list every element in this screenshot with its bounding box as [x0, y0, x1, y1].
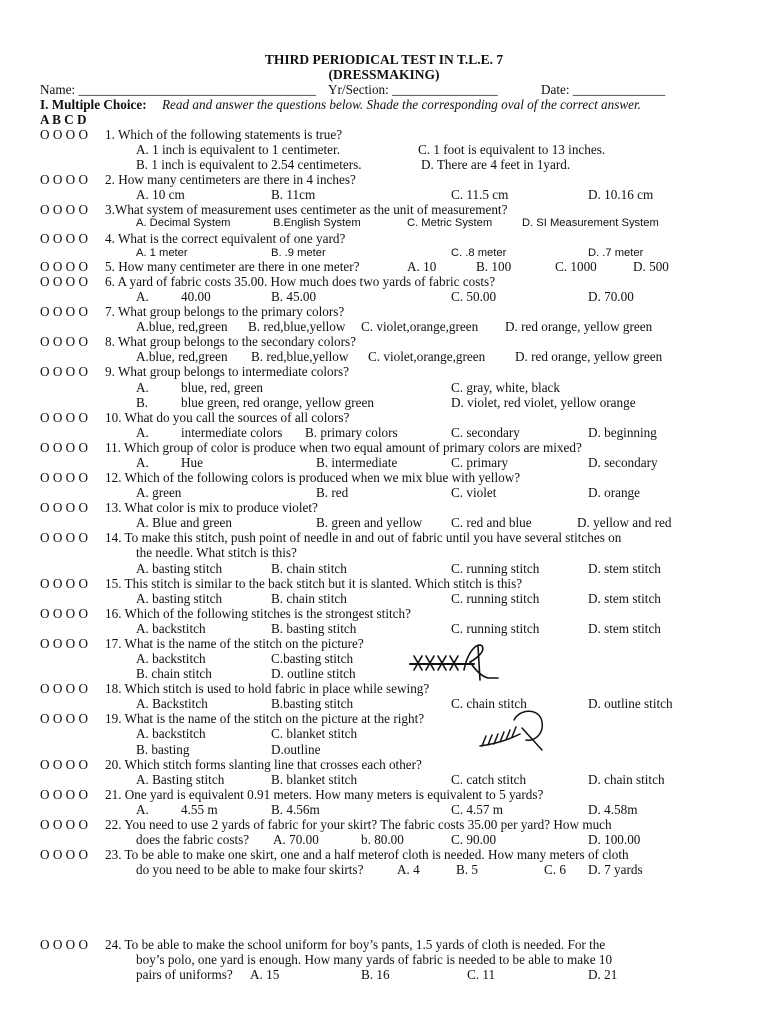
- answer-bubbles[interactable]: O O O O: [40, 847, 88, 862]
- question-text: 8. What group belongs to the secondary colors?: [105, 334, 356, 349]
- answer-key-letters: A B C D: [40, 112, 87, 127]
- choice-a: A.: [136, 425, 149, 440]
- choice-a: A. Decimal System: [136, 217, 231, 229]
- answer-bubbles[interactable]: O O O O: [40, 817, 88, 832]
- answer-bubbles[interactable]: O O O O: [40, 470, 88, 485]
- choice-d: D. beginning: [588, 425, 657, 440]
- instructions-text: Read and answer the questions below. Shade the corresponding oval of the correct answer.: [162, 97, 641, 112]
- choice-b: B. chain stitch: [271, 561, 347, 576]
- choice-b: B. 100: [476, 259, 512, 274]
- choice-c: C. 11.5 cm: [451, 187, 509, 202]
- choice-d: D. 100.00: [588, 832, 641, 847]
- choice-a: A. Basting stitch: [136, 772, 225, 787]
- question-text: 11. Which group of color is produce when two equal amount of primary colors are mixed?: [105, 440, 582, 455]
- choice-c: C. Metric System: [407, 217, 493, 229]
- question-text: 12. Which of the following colors is produced when we mix blue with yellow?: [105, 470, 521, 485]
- choice-b: B. 11cm: [271, 187, 316, 202]
- choice-a: A.: [136, 455, 149, 470]
- choice-c: C. .8 meter: [451, 247, 507, 259]
- answer-bubbles[interactable]: O O O O: [40, 440, 88, 455]
- choice-d: D. orange: [588, 485, 640, 500]
- question-text: 3.What system of measurement uses centimeter as the unit of measurement?: [105, 202, 508, 217]
- choice-c: C. running stitch: [451, 561, 540, 576]
- choice-b: B. basting: [136, 742, 190, 757]
- answer-bubbles[interactable]: O O O O: [40, 500, 88, 515]
- choice-a: A.: [136, 289, 149, 304]
- answer-bubbles[interactable]: O O O O: [40, 530, 88, 545]
- choice-b: B. intermediate: [316, 455, 398, 470]
- answer-bubbles[interactable]: O O O O: [40, 304, 88, 319]
- question-text: 9. What group belongs to intermediate colors?: [105, 364, 350, 379]
- choice-d: D. stem stitch: [588, 591, 661, 606]
- date-field[interactable]: Date: ______________: [541, 82, 666, 97]
- choice-a-text: 40.00: [181, 289, 211, 304]
- answer-bubbles[interactable]: O O O O: [40, 711, 88, 726]
- choice-b: B. 5: [456, 862, 478, 877]
- question-text: 10. What do you call the sources of all colors?: [105, 410, 350, 425]
- answer-bubbles[interactable]: O O O O: [40, 636, 88, 651]
- question-text-line2: does the fabric costs?: [136, 832, 250, 847]
- answer-bubbles[interactable]: O O O O: [40, 364, 88, 379]
- choice-b: B. blanket stitch: [271, 772, 358, 787]
- choice-d: D. .7 meter: [588, 247, 644, 259]
- name-field[interactable]: Name: ____________________________________: [40, 82, 316, 97]
- choice-b: B.English System: [273, 217, 361, 229]
- choice-d: D. 70.00: [588, 289, 634, 304]
- choice-d: D. 21: [588, 967, 618, 982]
- choice-c: C. 1 foot is equivalent to 13 inches.: [418, 142, 606, 157]
- choice-a: A. 10: [407, 259, 437, 274]
- choice-a: A. 1 meter: [136, 247, 188, 259]
- choice-c: C. 6: [544, 862, 566, 877]
- choice-a: A. 4: [397, 862, 420, 877]
- choice-c: C. running stitch: [451, 621, 540, 636]
- question-text: 6. A yard of fabric costs 35.00. How much does two yards of fabric costs?: [105, 274, 496, 289]
- choice-b: B. 16: [361, 967, 390, 982]
- choice-c: C. blanket stitch: [271, 726, 358, 741]
- choice-c: C. primary: [451, 455, 509, 470]
- answer-bubbles[interactable]: O O O O: [40, 274, 88, 289]
- question-text: 7. What group belongs to the primary colors?: [105, 304, 345, 319]
- answer-bubbles[interactable]: O O O O: [40, 606, 88, 621]
- choice-d: D. outline stitch: [271, 666, 356, 681]
- choice-a: A. 10 cm: [136, 187, 185, 202]
- question-text: 22. You need to use 2 yards of fabric for your skirt? The fabric costs 35.00 per yard? How much: [105, 817, 612, 832]
- choice-a: A. Blue and green: [136, 515, 232, 530]
- choice-c: C. running stitch: [451, 591, 540, 606]
- choice-d: D. 10.16 cm: [588, 187, 654, 202]
- choice-b: B. chain stitch: [271, 591, 347, 606]
- question-text: 14. To make this stitch, push point of needle in and out of fabric until you have several stitches on: [105, 530, 622, 545]
- choice-b: b. 80.00: [361, 832, 404, 847]
- choice-b: B.: [136, 395, 149, 410]
- answer-bubbles[interactable]: O O O O: [40, 681, 88, 696]
- choice-a: A.: [136, 802, 149, 817]
- stitch-picture-chain: [408, 640, 500, 682]
- choice-c: C. violet,orange,green: [368, 349, 486, 364]
- question-text: 19. What is the name of the stitch on the picture at the right?: [105, 711, 425, 726]
- question-text: 24. To be able to make the school uniform for boy’s pants, 1.5 yards of cloth is needed. For the: [105, 937, 606, 952]
- answer-bubbles[interactable]: O O O O: [40, 937, 88, 952]
- choice-a: A. basting stitch: [136, 561, 223, 576]
- choice-d: D. red orange, yellow green: [505, 319, 653, 334]
- choice-a: A. Backstitch: [136, 696, 208, 711]
- choice-d: D. outline stitch: [588, 696, 673, 711]
- choice-c: C. chain stitch: [451, 696, 527, 711]
- choice-a: A.blue, red,green: [136, 319, 228, 334]
- choice-d: D. There are 4 feet in 1yard.: [421, 157, 571, 172]
- question-text: 2. How many centimeters are there in 4 inches?: [105, 172, 356, 187]
- question-text: 5. How many centimeter are there in one meter?: [105, 259, 360, 274]
- choice-d: D. red orange, yellow green: [515, 349, 663, 364]
- question-text: 18. Which stitch is used to hold fabric in place while sewing?: [105, 681, 430, 696]
- choice-d: D. yellow and red: [577, 515, 672, 530]
- answer-bubbles[interactable]: O O O O: [40, 259, 88, 274]
- choice-b: B. primary colors: [305, 425, 398, 440]
- choice-a: A. 1 inch is equivalent to 1 centimeter.: [136, 142, 340, 157]
- choice-a-text: intermediate colors: [181, 425, 283, 440]
- question-text-line3: pairs of uniforms?: [136, 967, 233, 982]
- choice-c: C. catch stitch: [451, 772, 527, 787]
- question-text-line2: boy’s polo, one yard is enough. How many yards of fabric is needed to be able to make 10: [136, 952, 613, 967]
- choice-a: A.: [136, 380, 149, 395]
- choice-b: B. red: [316, 485, 349, 500]
- choice-d: D. 500: [633, 259, 669, 274]
- answer-bubbles[interactable]: O O O O: [40, 127, 88, 142]
- question-text: 13. What color is mix to produce violet?: [105, 500, 318, 515]
- choice-b: B. basting stitch: [271, 621, 357, 636]
- page-subtitle: (DRESSMAKING): [328, 67, 440, 82]
- question-text: 4. What is the correct equivalent of one yard?: [105, 231, 346, 246]
- choice-a: A. backstitch: [136, 651, 206, 666]
- answer-bubbles[interactable]: O O O O: [40, 576, 88, 591]
- choice-a: A. backstitch: [136, 726, 206, 741]
- stitch-picture-blanket: [478, 706, 550, 754]
- question-text-line2: do you need to be able to make four skirts?: [136, 862, 364, 877]
- choice-c: C.basting stitch: [271, 651, 354, 666]
- answer-bubbles[interactable]: O O O O: [40, 757, 88, 772]
- choice-c: C. violet: [451, 485, 497, 500]
- choice-b: B.basting stitch: [271, 696, 354, 711]
- choice-c: C. red and blue: [451, 515, 532, 530]
- choice-b: B. red,blue,yellow: [251, 349, 349, 364]
- choice-d: D. 4.58m: [588, 802, 638, 817]
- question-text: 16. Which of the following stitches is the strongest stitch?: [105, 606, 411, 621]
- choice-a-text: blue, red, green: [181, 380, 264, 395]
- choice-c: C. violet,orange,green: [361, 319, 479, 334]
- choice-b: B. 1 inch is equivalent to 2.54 centimeters.: [136, 157, 362, 172]
- choice-a: A. 70.00: [273, 832, 319, 847]
- choice-d: D. violet, red violet, yellow orange: [451, 395, 636, 410]
- choice-b: B. red,blue,yellow: [248, 319, 346, 334]
- page-title: THIRD PERIODICAL TEST IN T.L.E. 7: [264, 52, 504, 67]
- question-text-line2: the needle. What stitch is this?: [136, 545, 297, 560]
- choice-c: C. 50.00: [451, 289, 497, 304]
- answer-bubbles[interactable]: O O O O: [40, 172, 88, 187]
- answer-bubbles[interactable]: O O O O: [40, 202, 88, 217]
- choice-d: D. stem stitch: [588, 561, 661, 576]
- section-heading: I. Multiple Choice:: [40, 97, 147, 112]
- choice-d: D. chain stitch: [588, 772, 665, 787]
- choice-a: A. backstitch: [136, 621, 206, 636]
- choice-b: B. green and yellow: [316, 515, 423, 530]
- choice-b: B. 4.56m: [271, 802, 320, 817]
- answer-bubbles[interactable]: O O O O: [40, 410, 88, 425]
- answer-bubbles[interactable]: O O O O: [40, 334, 88, 349]
- choice-d: D. SI Measurement System: [522, 217, 659, 229]
- choice-b: B. .9 meter: [271, 247, 326, 259]
- question-text: 1. Which of the following statements is true?: [105, 127, 343, 142]
- choice-c: C. 1000: [555, 259, 597, 274]
- question-text: 21. One yard is equivalent 0.91 meters. How many meters is equivalent to 5 yards?: [105, 787, 544, 802]
- choice-d: D.outline: [271, 742, 321, 757]
- choice-a: A. 15: [250, 967, 280, 982]
- question-text: 20. Which stitch forms slanting line that crosses each other?: [105, 757, 422, 772]
- choice-c: C. 4.57 m: [451, 802, 504, 817]
- question-text: 17. What is the name of the stitch on the picture?: [105, 636, 364, 651]
- choice-c: C. secondary: [451, 425, 520, 440]
- question-text: 23. To be able to make one skirt, one and a half meterof cloth is needed. How many meters of cloth: [105, 847, 629, 862]
- choice-d: D. 7 yards: [588, 862, 643, 877]
- question-text: 15. This stitch is similar to the back stitch but it is slanted. Which stitch is this?: [105, 576, 523, 591]
- choice-d: D. secondary: [588, 455, 658, 470]
- section-field[interactable]: Yr/Section: ________________: [328, 82, 498, 97]
- choice-b-text: blue green, red orange, yellow green: [181, 395, 374, 410]
- choice-c: C. 90.00: [451, 832, 497, 847]
- choice-a-text: 4.55 m: [181, 802, 218, 817]
- choice-a: A. green: [136, 485, 182, 500]
- answer-bubbles[interactable]: O O O O: [40, 787, 88, 802]
- choice-b: B. 45.00: [271, 289, 317, 304]
- choice-a: A. basting stitch: [136, 591, 223, 606]
- answer-bubbles[interactable]: O O O O: [40, 231, 88, 246]
- choice-c: C. 11: [467, 967, 496, 982]
- choice-c: C. gray, white, black: [451, 380, 561, 395]
- choice-a-text: Hue: [181, 455, 203, 470]
- choice-a: A.blue, red,green: [136, 349, 228, 364]
- choice-b: B. chain stitch: [136, 666, 212, 681]
- choice-d: D. stem stitch: [588, 621, 661, 636]
